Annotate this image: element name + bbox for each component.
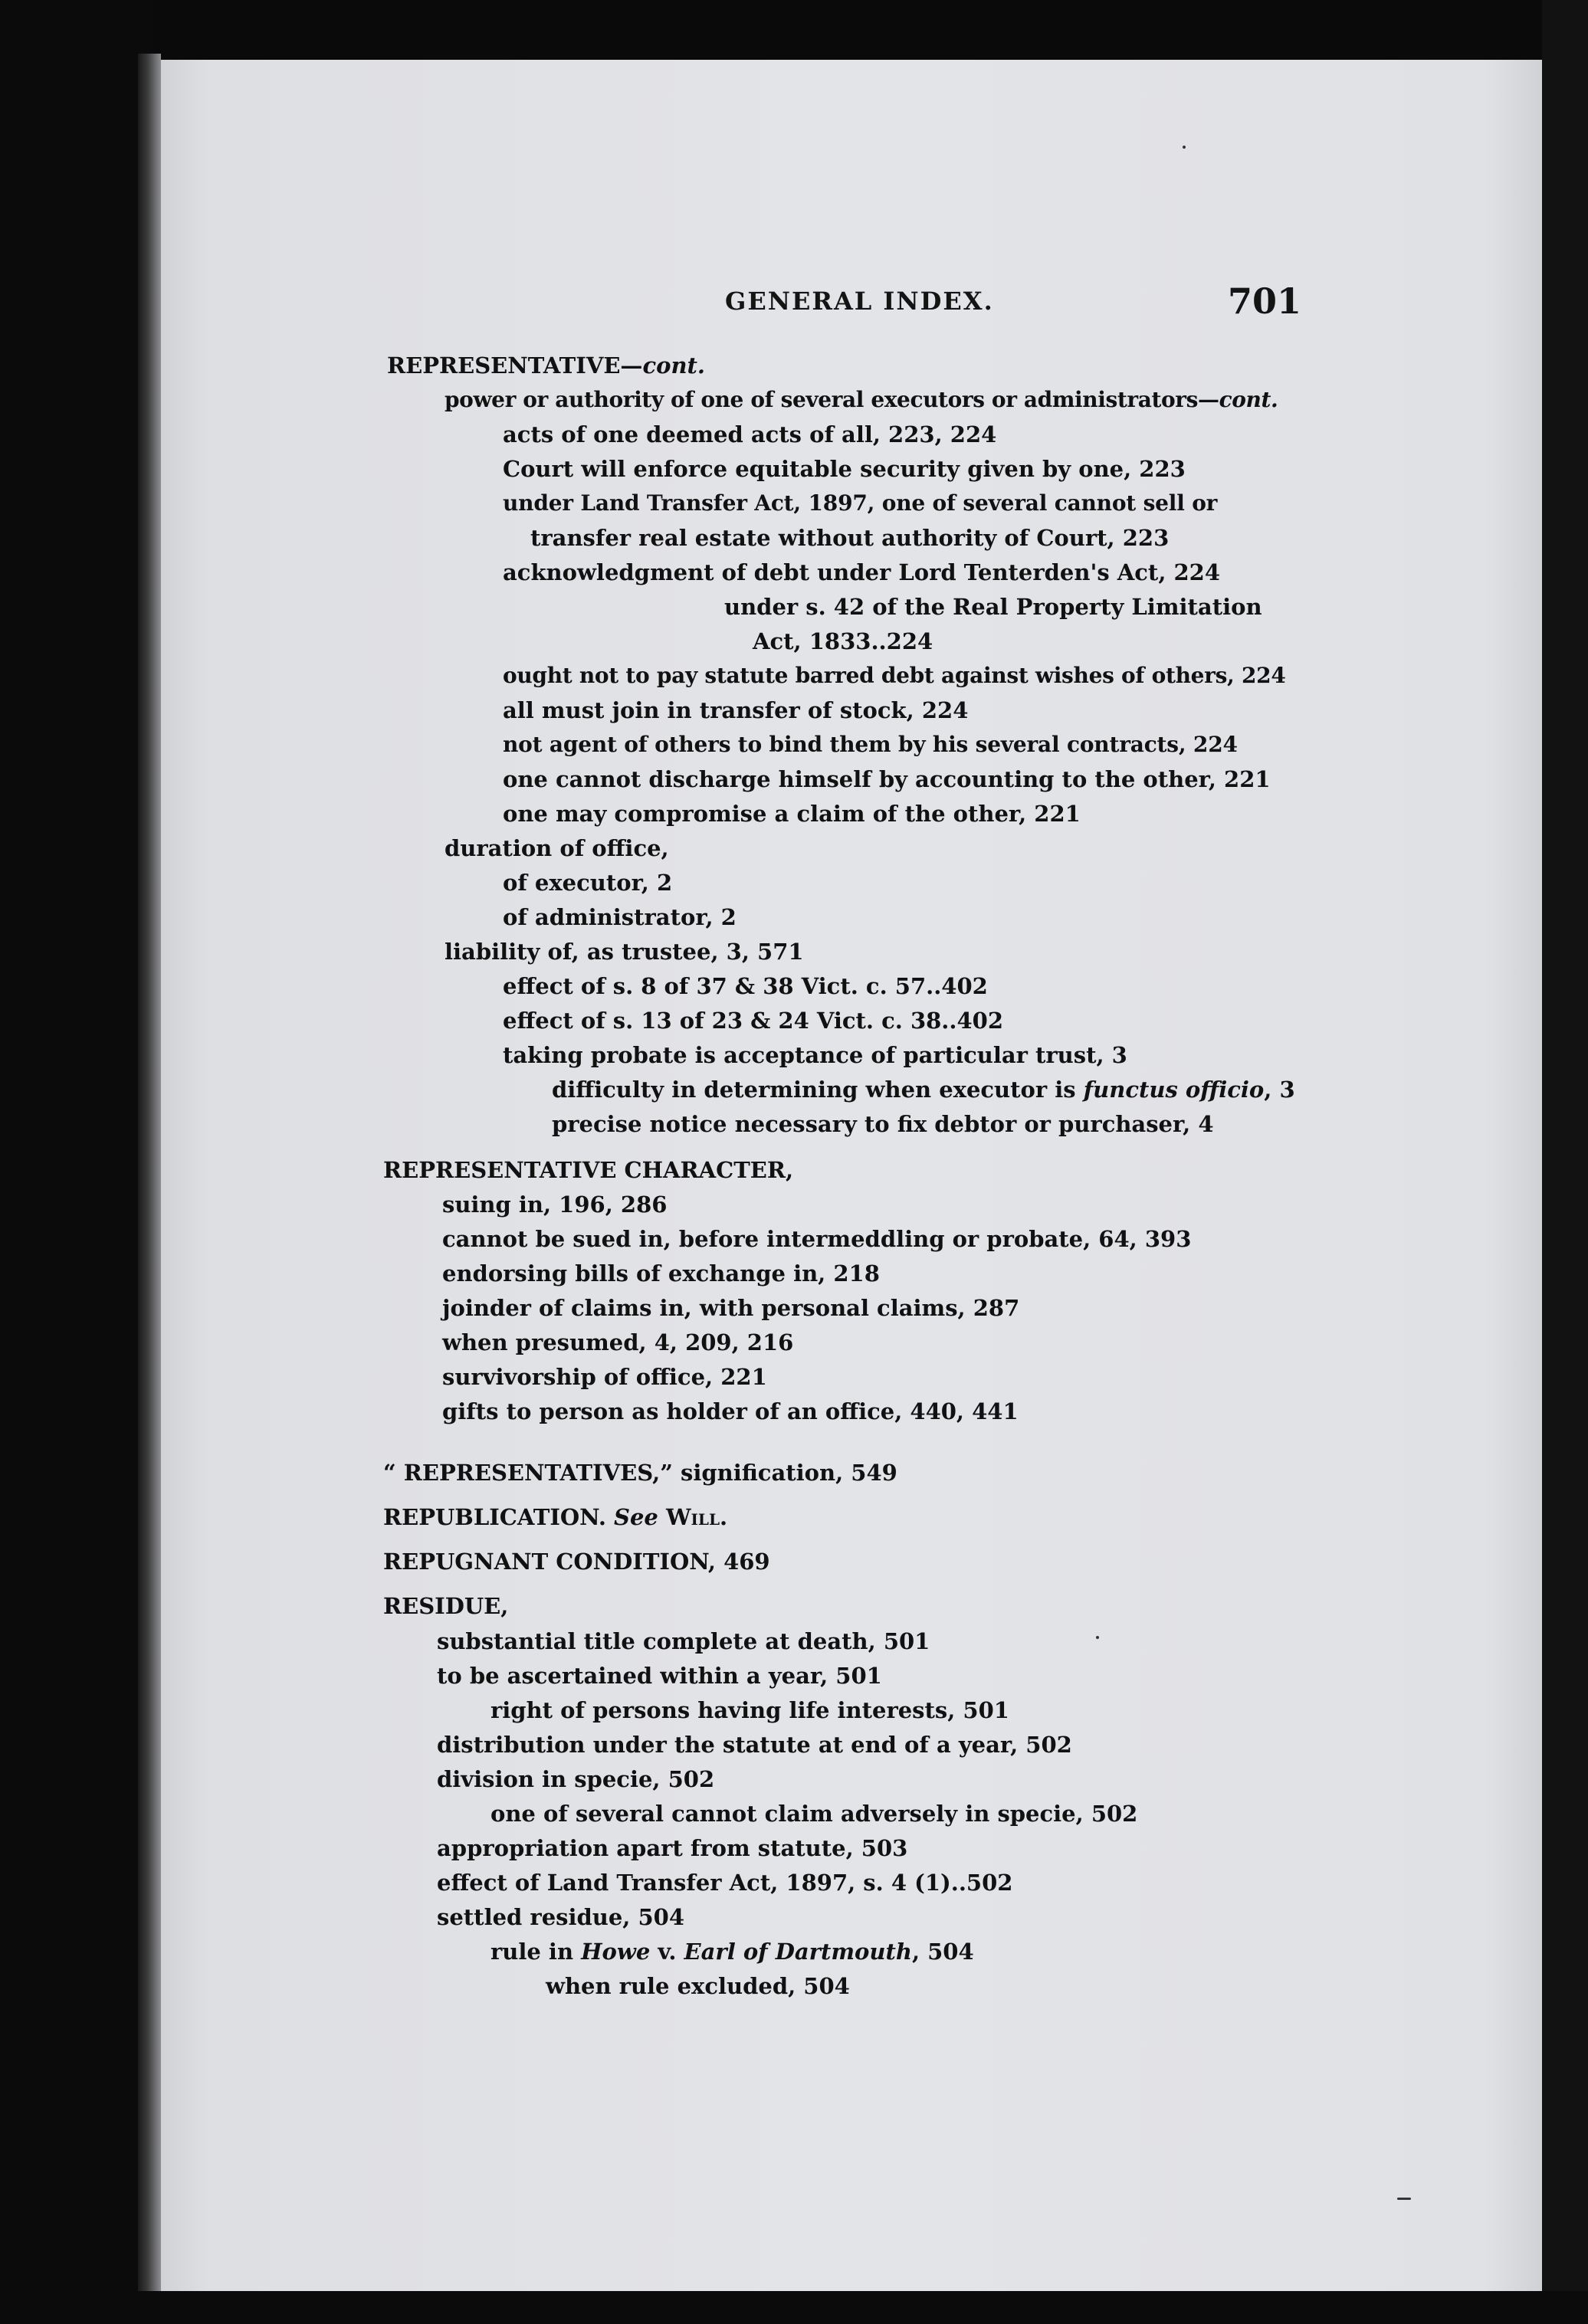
- scan-speck: [1397, 2198, 1411, 2200]
- index-subentry: when rule excluded, 504: [546, 1973, 850, 1999]
- index-subentry: endorsing bills of exchange in, 218: [442, 1260, 880, 1287]
- index-heading: REPRESENTATIVE—cont.: [387, 352, 706, 379]
- scan-speck: [1183, 146, 1186, 149]
- index-subentry: settled residue, 504: [437, 1904, 685, 1930]
- index-heading: REPUGNANT CONDITION, 469: [383, 1549, 770, 1575]
- index-subentry: ought not to pay statute barred debt against wishes of others, 224: [503, 663, 1286, 688]
- page-number: 701: [1227, 280, 1301, 322]
- index-subentry: all must join in transfer of stock, 224: [503, 697, 969, 723]
- index-subentry: effect of s. 13 of 23 & 24 Vict. c. 38..402: [503, 1008, 1004, 1034]
- index-subentry: difficulty in determining when executor is functus officio, 3: [552, 1077, 1295, 1103]
- index-subentry: of administrator, 2: [503, 904, 737, 930]
- index-subentry: right of persons having life interests, 501: [491, 1697, 1009, 1723]
- index-subentry: under s. 42 of the Real Property Limitation: [724, 594, 1262, 620]
- index-subentry: power or authority of one of several executors or administrators—cont.: [445, 387, 1278, 412]
- index-subentry: precise notice necessary to fix debtor or purchaser, 4: [552, 1111, 1214, 1137]
- index-subentry: distribution under the statute at end of a year, 502: [437, 1732, 1072, 1758]
- index-subentry: taking probate is acceptance of particular trust, 3: [503, 1042, 1127, 1068]
- index-subentry: rule in Howe v. Earl of Dartmouth, 504: [491, 1939, 974, 1965]
- index-subentry: survivorship of office, 221: [442, 1364, 767, 1390]
- index-subentry: duration of office,: [445, 835, 669, 861]
- index-heading: RESIDUE,: [383, 1593, 509, 1619]
- index-subentry: to be ascertained within a year, 501: [437, 1663, 882, 1689]
- index-subentry: division in specie, 502: [437, 1766, 715, 1792]
- index-subentry: not agent of others to bind them by his several contracts, 224: [503, 732, 1238, 757]
- index-subentry: under Land Transfer Act, 1897, one of several cannot sell or: [503, 490, 1218, 516]
- index-subentry: appropriation apart from statute, 503: [437, 1835, 908, 1861]
- index-subentry: suing in, 196, 286: [442, 1192, 668, 1218]
- index-heading: REPRESENTATIVE CHARACTER,: [383, 1157, 794, 1183]
- index-subentry: Act, 1833..224: [753, 628, 933, 654]
- index-subentry: acts of one deemed acts of all, 223, 224: [503, 421, 997, 447]
- index-subentry: gifts to person as holder of an office, 440, 441: [442, 1398, 1019, 1424]
- index-subentry: effect of Land Transfer Act, 1897, s. 4 (1)..502: [437, 1870, 1013, 1896]
- index-subentry: liability of, as trustee, 3, 571: [445, 939, 804, 965]
- running-title: GENERAL INDEX.: [725, 287, 994, 316]
- index-subentry: acknowledgment of debt under Lord Tenterden's Act, 224: [503, 559, 1221, 585]
- index-subentry: transfer real estate without authority of Court, 223: [530, 525, 1170, 551]
- index-subentry: one cannot discharge himself by accounting to the other, 221: [503, 766, 1271, 792]
- index-heading: “ REPRESENTATIVES,” signification, 549: [383, 1460, 897, 1486]
- index-subentry: of executor, 2: [503, 870, 673, 896]
- index-subentry: cannot be sued in, before intermeddling or probate, 64, 393: [442, 1226, 1192, 1252]
- index-subentry: substantial title complete at death, 501: [437, 1628, 930, 1654]
- scan-speck: [1096, 1636, 1099, 1639]
- index-subentry: Court will enforce equitable security given by one, 223: [503, 456, 1186, 482]
- index-subentry: one may compromise a claim of the other, 221: [503, 801, 1081, 827]
- index-subentry: joinder of claims in, with personal claims, 287: [442, 1295, 1020, 1321]
- index-subentry: when presumed, 4, 209, 216: [442, 1329, 794, 1355]
- index-subentry: effect of s. 8 of 37 & 38 Vict. c. 57..402: [503, 973, 988, 999]
- index-subentry: one of several cannot claim adversely in specie, 502: [491, 1801, 1138, 1827]
- index-heading: REPUBLICATION. See Will.: [383, 1504, 728, 1530]
